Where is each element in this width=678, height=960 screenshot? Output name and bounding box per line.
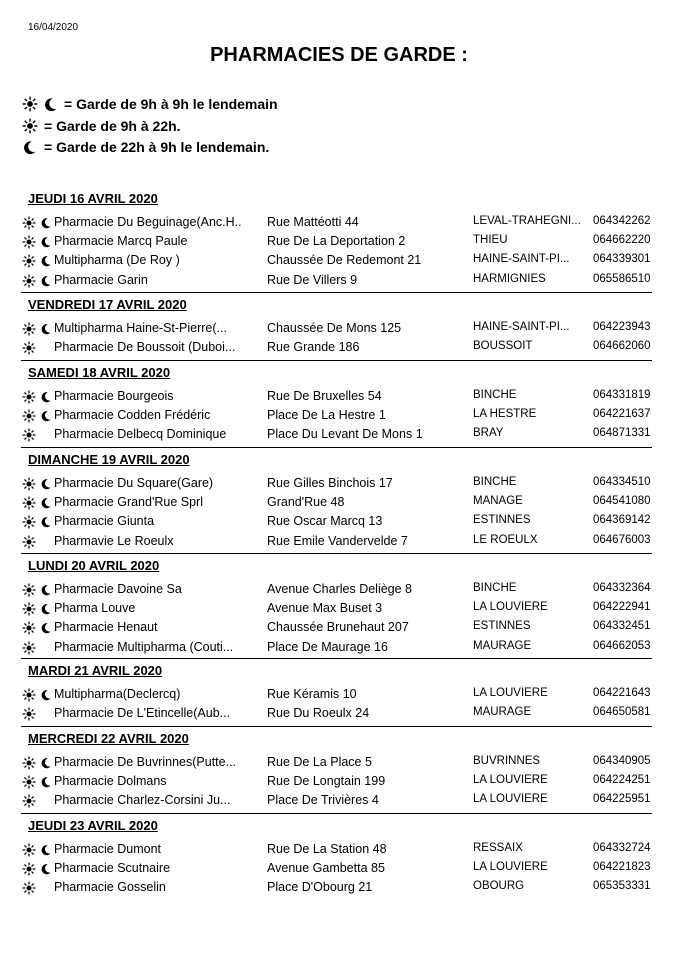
pharmacy-row (0, 640, 678, 659)
sun-icon (22, 254, 36, 268)
day-heading: SAMEDI 18 AVRIL 2020 (28, 365, 171, 380)
legend-icons (22, 140, 44, 155)
pharmacy-name: Pharmacie Delbecq Dominique (54, 427, 227, 442)
legend-text: = Garde de 9h à 22h. (44, 118, 181, 134)
pharmacy-phone: 064222941 (593, 601, 651, 614)
pharmacy-address: Chaussée De Mons 125 (267, 321, 402, 335)
sun-icon (22, 756, 36, 770)
pharmacy-address: Rue Grande 186 (267, 340, 360, 355)
pharmacy-address: Place Du Levant De Mons 1 (267, 427, 423, 442)
pharmacy-city: BOUSSOIT (473, 340, 533, 353)
pharmacy-city: LE ROEULX (473, 533, 538, 546)
sun-icon (22, 96, 38, 112)
pharmacy-phone: 064224251 (593, 774, 651, 787)
pharmacy-name: Pharma Louve (54, 601, 136, 616)
pharmacy-address: Rue De Bruxelles 54 (267, 389, 382, 403)
pharmacy-city: LA LOUVIERE (473, 861, 548, 874)
moon-icon (40, 689, 52, 701)
pharmacy-name: Pharmacie Marcq Paule (54, 234, 188, 249)
pharmacy-city: ESTINNES (473, 620, 531, 633)
pharmacy-name: Multipharma (De Roy ) (54, 253, 180, 268)
pharmacy-address: Place De La Hestre 1 (267, 408, 386, 423)
pharmacy-address: Rue Mattéotti 44 (267, 215, 359, 229)
pharmacy-row (0, 582, 678, 601)
document-date: 16/04/2020 (28, 22, 79, 33)
pharmacy-name: Multipharma Haine-St-Pierre(... (54, 321, 227, 335)
sun-icon (22, 428, 36, 442)
pharmacy-row (0, 842, 678, 861)
day-heading: VENDREDI 17 AVRIL 2020 (28, 297, 187, 312)
pharmacy-row (0, 234, 678, 253)
moon-icon (22, 140, 37, 155)
sun-icon (22, 775, 36, 789)
pharmacy-phone: 064339301 (593, 253, 651, 266)
pharmacy-city: LA LOUVIERE (473, 687, 548, 699)
pharmacy-phone: 065586510 (593, 272, 651, 285)
pharmacy-address: Rue Emile Vandervelde 7 (267, 533, 408, 548)
legend-item (22, 118, 181, 134)
moon-icon (40, 776, 52, 788)
pharmacy-phone: 064223943 (593, 321, 651, 333)
pharmacy-row (0, 534, 678, 553)
pharmacy-row (0, 861, 678, 880)
pharmacy-phone: 064650581 (593, 706, 651, 719)
moon-icon (40, 478, 52, 490)
pharmacy-name: Pharmacie Gosselin (54, 880, 166, 895)
sun-icon (22, 707, 36, 721)
pharmacy-city: MAURAGE (473, 639, 532, 652)
pharmacy-address: Rue Oscar Marcq 13 (267, 514, 383, 529)
moon-icon (40, 275, 52, 287)
moon-icon (40, 255, 52, 267)
pharmacy-name: Pharmacie Du Beguinage(Anc.H.. (54, 215, 242, 229)
pharmacy-name: Pharmacie Henaut (54, 620, 158, 635)
pharmacy-address: Rue De Longtain 199 (267, 774, 386, 789)
divider (21, 813, 652, 814)
pharmacy-address: Rue De La Deportation 2 (267, 234, 406, 249)
pharmacy-city: OBOURG (473, 880, 525, 893)
divider (21, 726, 652, 727)
pharmacy-phone: 064221643 (593, 687, 651, 699)
moon-icon (40, 516, 52, 528)
pharmacy-row (0, 321, 678, 340)
pharmacy-address: Place De Maurage 16 (267, 639, 388, 654)
pharmacy-address: Rue De Villers 9 (267, 272, 358, 287)
pharmacy-address: Rue Gilles Binchois 17 (267, 476, 393, 490)
sun-icon (22, 409, 36, 423)
pharmacy-phone: 064332451 (593, 620, 651, 633)
pharmacy-name: Pharmacie Multipharma (Couti... (54, 639, 234, 654)
pharmacy-name: Multipharma(Declercq) (54, 687, 181, 701)
pharmacy-city: ESTINNES (473, 514, 531, 527)
pharmacy-city: HAINE-SAINT-PI... (473, 321, 570, 333)
sun-icon (22, 862, 36, 876)
moon-icon (40, 497, 52, 509)
pharmacy-city: MAURAGE (473, 706, 532, 719)
pharmacy-name: Pharmacie Du Square(Gare) (54, 476, 214, 490)
sun-icon (22, 602, 36, 616)
pharmacy-name: Pharmacie Dumont (54, 842, 161, 856)
pharmacy-phone: 064662220 (593, 234, 651, 247)
sun-icon (22, 515, 36, 529)
moon-icon (40, 603, 52, 615)
sun-icon (22, 583, 36, 597)
pharmacy-row (0, 514, 678, 533)
pharmacy-phone: 064662053 (593, 639, 651, 652)
pharmacy-name: Pharmacie Dolmans (54, 774, 167, 789)
pharmacy-city: HARMIGNIES (473, 272, 546, 285)
pharmacy-row (0, 880, 678, 899)
sun-icon (22, 843, 36, 857)
pharmacy-phone: 064221823 (593, 861, 651, 874)
moon-icon (40, 844, 52, 856)
pharmacy-row (0, 253, 678, 272)
moon-icon (40, 391, 52, 403)
pharmacy-city: THIEU (473, 234, 508, 247)
divider (21, 447, 652, 448)
pharmacy-row (0, 408, 678, 427)
legend-text: = Garde de 9h à 9h le lendemain (64, 96, 278, 112)
moon-icon (40, 236, 52, 248)
pharmacy-city: LA LOUVIERE (473, 601, 548, 614)
pharmacy-row (0, 601, 678, 620)
sun-icon (22, 322, 36, 336)
sun-icon (22, 794, 36, 808)
moon-icon (43, 97, 58, 112)
pharmacy-phone: 064332364 (593, 582, 651, 594)
pharmacy-address: Avenue Gambetta 85 (267, 861, 385, 876)
sun-icon (22, 235, 36, 249)
pharmacy-row (0, 273, 678, 292)
pharmacy-name: Pharmacie Codden Frédéric (54, 408, 211, 423)
pharmacy-name: Pharmacie Bourgeois (54, 389, 174, 403)
pharmacy-address: Rue De La Place 5 (267, 755, 372, 769)
pharmacy-city: HAINE-SAINT-PI... (473, 253, 570, 266)
pharmacy-row (0, 495, 678, 514)
pharmacy-address: Rue De La Station 48 (267, 842, 387, 856)
day-heading: MARDI 21 AVRIL 2020 (28, 663, 163, 678)
pharmacy-city: LA LOUVIERE (473, 774, 548, 787)
pharmacy-row (0, 389, 678, 408)
sun-icon (22, 621, 36, 635)
moon-icon (40, 410, 52, 422)
sun-icon (22, 274, 36, 288)
pharmacy-phone: 064331819 (593, 389, 651, 401)
sun-icon (22, 390, 36, 404)
divider (21, 553, 652, 554)
sun-icon (22, 688, 36, 702)
day-heading: DIMANCHE 19 AVRIL 2020 (28, 452, 190, 467)
pharmacy-row (0, 755, 678, 774)
pharmacy-city: BUVRINNES (473, 755, 541, 767)
pharmacy-name: Pharmacie Giunta (54, 514, 155, 529)
pharmacy-row (0, 774, 678, 793)
pharmacy-phone: 064221637 (593, 408, 651, 421)
divider (21, 658, 652, 659)
pharmacy-row (0, 215, 678, 234)
pharmacy-address: Rue Kéramis 10 (267, 687, 357, 701)
pharmacy-address: Grand'Rue 48 (267, 495, 345, 510)
sun-icon (22, 216, 36, 230)
pharmacy-address: Place D'Obourg 21 (267, 880, 373, 895)
day-heading: JEUDI 23 AVRIL 2020 (28, 818, 158, 833)
day-heading: LUNDI 20 AVRIL 2020 (28, 558, 160, 573)
pharmacy-phone: 064541080 (593, 495, 651, 508)
sun-icon (22, 641, 36, 655)
pharmacy-address: Rue Du Roeulx 24 (267, 706, 370, 721)
pharmacy-city: BINCHE (473, 389, 517, 401)
pharmacy-city: BRAY (473, 427, 504, 440)
legend-icons (22, 96, 64, 112)
day-heading: JEUDI 16 AVRIL 2020 (28, 191, 158, 206)
moon-icon (40, 622, 52, 634)
pharmacy-name: Pharmacie De Boussoit (Duboi... (54, 340, 236, 355)
divider (21, 360, 652, 361)
page-title: PHARMACIES DE GARDE : (210, 44, 468, 66)
legend-item (22, 96, 278, 112)
pharmacy-name: Pharmacie Charlez-Corsini Ju... (54, 793, 231, 808)
legend-icons (22, 118, 44, 134)
pharmacy-phone: 064334510 (593, 476, 651, 488)
pharmacy-phone: 064332724 (593, 842, 651, 854)
pharmacy-city: LA HESTRE (473, 408, 537, 421)
legend-text: = Garde de 22h à 9h le lendemain. (44, 139, 270, 155)
pharmacy-phone: 064340905 (593, 755, 651, 767)
pharmacy-city: BINCHE (473, 476, 517, 488)
pharmacy-phone: 064871331 (593, 427, 651, 440)
pharmacy-name: Pharmavie Le Roeulx (54, 533, 174, 548)
divider (21, 292, 652, 293)
pharmacy-name: Pharmacie De Buvrinnes(Putte... (54, 755, 237, 769)
pharmacy-city: RESSAIX (473, 842, 523, 854)
pharmacy-city: MANAGE (473, 495, 523, 508)
pharmacy-city: LA LOUVIERE (473, 793, 548, 806)
pharmacy-phone: 064225951 (593, 793, 651, 806)
pharmacy-address: Chaussée De Redemont 21 (267, 253, 422, 268)
pharmacy-phone: 064342262 (593, 215, 651, 227)
pharmacy-row (0, 476, 678, 495)
pharmacy-phone: 064676003 (593, 533, 651, 546)
sun-icon (22, 535, 36, 549)
pharmacy-city: LEVAL-TRAHEGNI... (473, 215, 581, 227)
sun-icon (22, 496, 36, 510)
pharmacy-address: Avenue Charles Deliège 8 (267, 582, 413, 596)
pharmacy-phone: 065353331 (593, 880, 651, 893)
pharmacy-city: BINCHE (473, 582, 517, 594)
pharmacy-row (0, 620, 678, 639)
pharmacy-row (0, 340, 678, 359)
pharmacy-row (0, 793, 678, 812)
moon-icon (40, 863, 52, 875)
pharmacy-phone: 064662060 (593, 340, 651, 353)
sun-icon (22, 118, 38, 134)
legend-item (22, 139, 269, 155)
pharmacy-name: Pharmacie Scutnaire (54, 861, 171, 876)
pharmacy-name: Pharmacie De L'Etincelle(Aub... (54, 706, 231, 721)
pharmacy-address: Place De Trivières 4 (267, 793, 379, 808)
moon-icon (40, 323, 52, 335)
pharmacy-name: Pharmacie Grand'Rue Sprl (54, 495, 203, 510)
pharmacy-address: Avenue Max Buset 3 (267, 601, 383, 616)
sun-icon (22, 881, 36, 895)
moon-icon (40, 217, 52, 229)
pharmacy-address: Chaussée Brunehaut 207 (267, 620, 409, 635)
pharmacy-row (0, 427, 678, 446)
day-heading: MERCREDI 22 AVRIL 2020 (28, 731, 189, 746)
moon-icon (40, 757, 52, 769)
pharmacy-name: Pharmacie Davoine Sa (54, 582, 182, 596)
sun-icon (22, 341, 36, 355)
sun-icon (22, 477, 36, 491)
pharmacy-name: Pharmacie Garin (54, 272, 148, 287)
moon-icon (40, 584, 52, 596)
pharmacy-phone: 064369142 (593, 514, 651, 527)
pharmacy-row (0, 706, 678, 725)
pharmacy-row (0, 687, 678, 706)
